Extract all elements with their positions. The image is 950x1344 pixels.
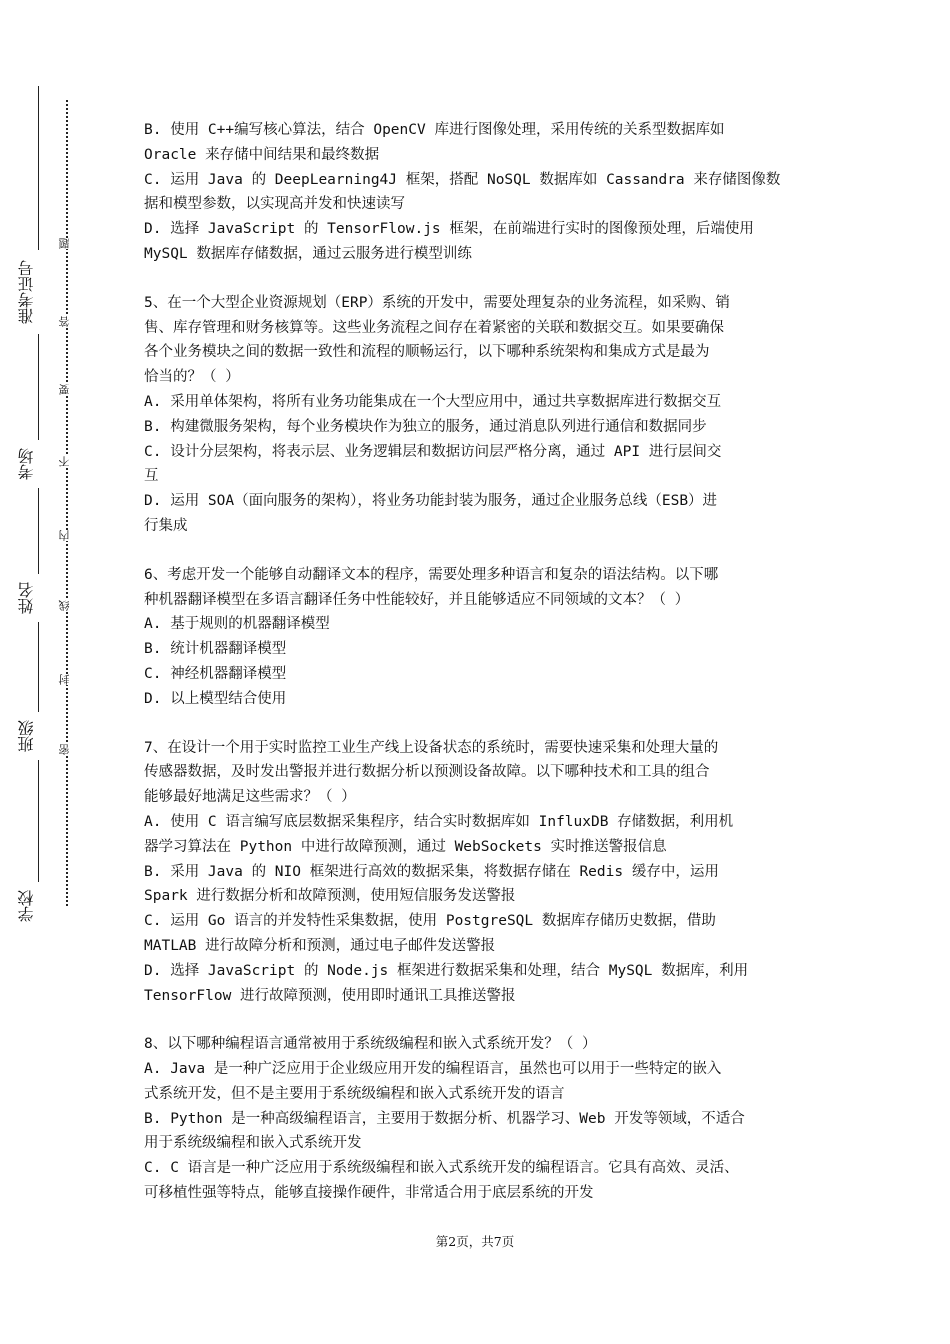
option-d: D. 选择 JavaScript 的 Node.js 框架进行数据采集和处理，结合 MySQL 数据库，利用 <box>144 962 749 979</box>
option-a: A. 使用 C 语言编写底层数据采集程序，结合实时数据库如 InfluxDB 存储数据，利用机 <box>144 813 734 830</box>
binding-line-2 <box>38 334 39 440</box>
label-exam-room: 考场 <box>17 448 36 480</box>
binding-line-4 <box>38 622 39 712</box>
text-line: Oracle 来存储中间结果和最终数据 <box>144 146 380 163</box>
text-line: C. 运用 Java 的 DeepLearning4J 框架，搭配 NoSQL 数据库如 Cassandra 来存储图像数 <box>144 171 781 188</box>
seal-char: 要 <box>58 384 74 395</box>
text-line: 行集成 <box>144 517 188 534</box>
seal-char: 题 <box>58 238 74 249</box>
question-6-stem: 6、考虑开发一个能够自动翻译文本的程序，需要处理多种语言和复杂的语法结构。以下哪 <box>144 566 719 583</box>
option-c: C. 设计分层架构，将表示层、业务逻辑层和数据访问层严格分离，通过 API 进行层间交 <box>144 443 722 460</box>
text-line: MATLAB 进行故障分析和预测，通过电子邮件发送警报 <box>144 937 496 954</box>
option-b: B. Python 是一种高级编程语言，主要用于数据分析、机器学习、Web 开发等领域，不适合 <box>144 1110 745 1127</box>
text-line: 种机器翻译模型在多语言翻译任务中性能较好，并且能够适应不同领域的文本？（ ） <box>144 591 690 608</box>
text-line: 式系统开发，但不是主要用于系统级编程和嵌入式系统开发的语言 <box>144 1085 565 1102</box>
text-line: 恰当的？（ ） <box>144 369 240 386</box>
option-a: A. 采用单体架构，将所有业务功能集成在一个大型应用中，通过共享数据库进行数据交互 <box>144 393 722 410</box>
option-b: B. 采用 Java 的 NIO 框架进行高效的数据采集，将数据存储在 Redis 缓存中，运用 <box>144 863 719 880</box>
text-line: MySQL 数据库存储数据，通过云服务进行模型训练 <box>144 245 472 262</box>
option-b: B. 统计机器翻译模型 <box>144 641 287 658</box>
text-line: 用于系统级编程和嵌入式系统开发 <box>144 1135 362 1152</box>
question-5-stem: 5、在一个大型企业资源规划（ERP）系统的开发中，需要处理复杂的业务流程，如采购、销 <box>144 294 730 311</box>
text-line: 能够最好地满足这些需求？（ ） <box>144 789 356 806</box>
question-8-stem: 8、以下哪种编程语言通常被用于系统级编程和嵌入式系统开发？（ ） <box>144 1036 597 1053</box>
binding-line-3 <box>38 488 39 574</box>
seal-char: 内 <box>58 530 74 541</box>
binding-line-1 <box>38 86 39 250</box>
option-c: C. C 语言是一种广泛应用于系统级编程和嵌入式系统开发的编程语言。它具有高效、灵活、 <box>144 1160 739 1177</box>
option-d: D. 以上模型结合使用 <box>144 690 287 707</box>
text-line: 器学习算法在 Python 中进行故障预测，通过 WebSockets 实时推送警报信息 <box>144 838 667 855</box>
seal-char: 答 <box>58 316 74 327</box>
label-school: 学校 <box>17 890 36 922</box>
option-c: C. 运用 Go 语言的并发特性采集数据，使用 PostgreSQL 数据库存储历史数据，借助 <box>144 913 716 930</box>
text-line: Spark 进行数据分析和故障预测，使用短信服务发送警报 <box>144 888 516 905</box>
option-a: A. 基于规则的机器翻译模型 <box>144 616 330 633</box>
text-line: TensorFlow 进行故障预测，使用即时通讯工具推送警报 <box>144 987 516 1004</box>
text-line: B. 使用 C++编写核心算法，结合 OpenCV 库进行图像处理，采用传统的关系型数据库如 <box>144 122 725 138</box>
text-line: 售、库存管理和财务核算等。这些业务流程之间存在着紧密的关联和数据交互。如果要确保 <box>144 319 724 336</box>
option-b: B. 构建微服务架构，每个业务模块作为独立的服务，通过消息队列进行通信和数据同步 <box>144 418 707 435</box>
option-a: A. Java 是一种广泛应用于企业级应用开发的编程语言，虽然也可以用于一些特定的嵌入 <box>144 1061 722 1078</box>
seal-char: 封 <box>58 674 74 685</box>
question-7-stem: 7、在设计一个用于实时监控工业生产线上设备状态的系统时，需要快速采集和处理大量的 <box>144 739 719 756</box>
seal-char: 不 <box>58 456 74 467</box>
text-line: 可移植性强等特点，能够直接操作硬件，非常适合用于底层系统的开发 <box>144 1185 594 1202</box>
document-body <box>144 118 816 1206</box>
text-line: 互 <box>144 468 159 485</box>
option-d: D. 运用 SOA（面向服务的架构），将业务功能封装为服务，通过企业服务总线（ESB）进 <box>144 493 718 510</box>
text-line: 各个业务模块之间的数据一致性和流程的顺畅运行，以下哪种系统架构和集成方式是最为 <box>144 344 710 361</box>
seal-char: 密 <box>58 744 74 755</box>
label-exam-number: 准考证号 <box>17 260 36 324</box>
seal-char: 线 <box>58 600 74 611</box>
text-line: 据和模型参数，以实现高并发和快速读写 <box>144 196 405 213</box>
text-line: 传感器数据，及时发出警报并进行数据分析以预测设备故障。以下哪种技术和工具的组合 <box>144 764 710 781</box>
option-c: C. 神经机器翻译模型 <box>144 665 287 682</box>
page-number: 第2页，共7页 <box>435 1234 515 1249</box>
seal-dotted-line <box>66 100 68 906</box>
text-line: D. 选择 JavaScript 的 TensorFlow.js 框架，在前端进行实时的图像预处理，后端使用 <box>144 221 754 238</box>
label-class: 班级 <box>17 720 36 752</box>
binding-line-5 <box>38 760 39 882</box>
label-name: 姓名 <box>17 582 36 614</box>
